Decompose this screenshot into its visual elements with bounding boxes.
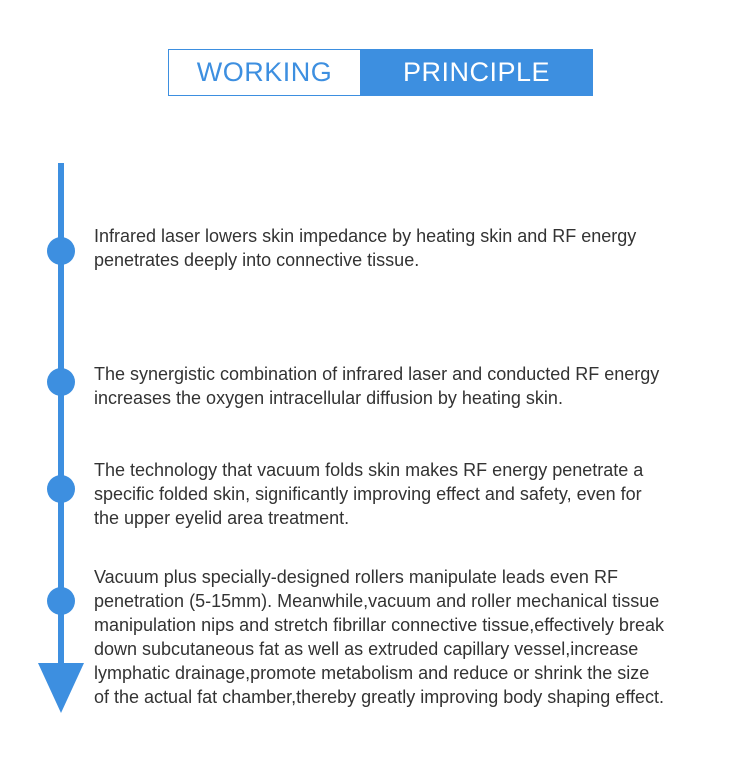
step-text-line: increases the oxygen intracellular diffusion by heating skin. [94, 388, 563, 408]
step-text-line: the upper eyelid area treatment. [94, 508, 350, 528]
step-4-text [94, 565, 734, 709]
step-text-line: penetrates deeply into connective tissue. [94, 250, 420, 270]
timeline-arrow-icon [38, 663, 84, 713]
step-2-text [94, 362, 734, 410]
step-text-line: down subcutaneous fat as well as extruded capillary vessel,increase [94, 639, 639, 659]
step-text-line: lymphatic drainage,promote metabolism and reduce or shrink the size [94, 663, 650, 683]
step-text-line: The synergistic combination of infrared laser and conducted RF energy [94, 364, 660, 384]
step-1-text [94, 224, 734, 272]
step-text-line: The technology that vacuum folds skin makes RF energy penetrate a [94, 460, 644, 480]
step-text-line: manipulation nips and stretch fibrillar connective tissue,effectively break [94, 615, 664, 635]
timeline-dot-2 [47, 368, 75, 396]
step-text-line: Infrared laser lowers skin impedance by heating skin and RF energy [94, 226, 637, 246]
timeline-dot-4 [47, 587, 75, 615]
timeline-dot-1 [47, 237, 75, 265]
step-text-line: specific folded skin, significantly improving effect and safety, even for [94, 484, 642, 504]
step-text-line: of the actual fat chamber,thereby greatly improving body shaping effect. [94, 687, 665, 707]
timeline-dot-3 [47, 475, 75, 503]
title-principle: PRINCIPLE [361, 50, 592, 95]
step-text-line: Vacuum plus specially-designed rollers manipulate leads even RF [94, 567, 618, 587]
title-working: WORKING [169, 50, 361, 95]
step-3-text [94, 458, 734, 530]
step-text-line: penetration (5-15mm). Meanwhile,vacuum and roller mechanical tissue [94, 591, 660, 611]
